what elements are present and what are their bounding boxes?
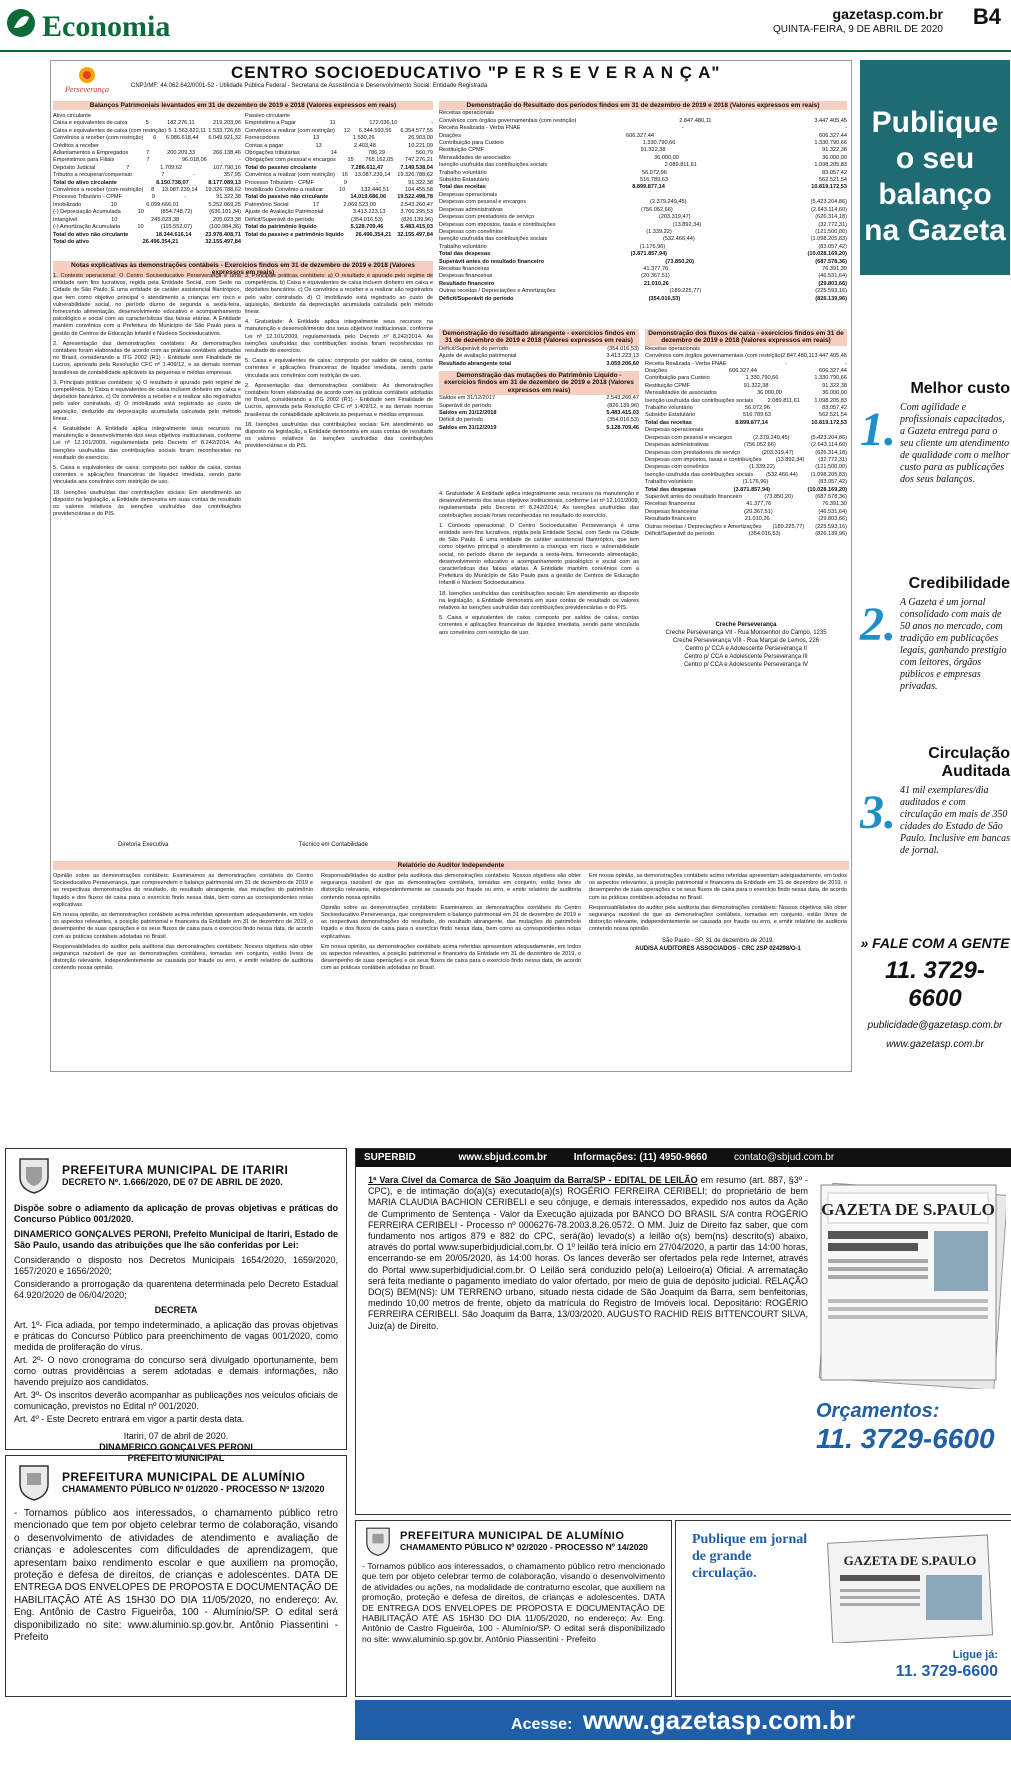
publique-ad[interactable] [860, 60, 1010, 275]
page-header [0, 0, 1011, 58]
coat-of-arms-icon [14, 1155, 54, 1195]
table-row: Isenção usufruída das contribuições sociais (532.466,44) (1.098.205,83) [645, 471, 847, 478]
table-row: Déficit/Superávit do período (354.016,53) (826.139,96) [439, 295, 847, 302]
svg-text:Perseverança: Perseverança [65, 85, 109, 94]
list-item: Creche Perseverança VIII - Rua Marçal de Lemos, 226 [672, 638, 820, 644]
contact-box [860, 935, 1010, 1055]
section-fluxo-header: Demonstração dos fluxos de caixa - exercícios findos em 31 de dezembro de 2019 e 2018 (Valores expressos em reais) [645, 329, 847, 346]
balanco-subtitle: CNPJ/MF: 44.062.642/0001-52 - Utilidade Pública Federal - Secretaria de Assistência e Desenvolvimento Social: Entidade Registrada [131, 83, 488, 89]
table-row: Despesas com prestadores de serviço (203.319,47) (626.314,18) [645, 449, 847, 456]
table-row: Despesas com convênios (1.339,22) (121.500,00) [439, 228, 847, 235]
site-name: gazetasp.com.br [832, 6, 943, 22]
table-row: Despesas com pessoal e encargos (2.379.249,45) (5.423.204,86) [439, 199, 847, 206]
feature-number: 3. [860, 786, 896, 839]
creches-list: Creche Perseverança Creche Perseverança VII - Rua Monsenhor do Campo, 1235 Creche Perseverança VIII - Rua Marçal de Lemos, 226 Centro p/ CCA e Adolescente Perseverança II Centro p/ CCA e Adolescente Perseverança III Centro p/ CCA e Adolescente Perseverança IV [645, 621, 847, 841]
table-row: Trabalho voluntário (1.176,96) (83.057,42) [645, 479, 847, 486]
table-row: Total do ativo não circulante 18.344.616,14 23.978.408,71 [53, 231, 241, 238]
svg-text:GAZETA DE S.PAULO: GAZETA DE S.PAULO [843, 1553, 977, 1568]
table-row: Ajuste de Avaliação Patrimonial 3.413.223,13 3.766.295,53 [245, 209, 433, 216]
svg-text:GAZETA DE S.PAULO: GAZETA DE S.PAULO [821, 1200, 995, 1219]
table-row: Despesas com impostos, taxas e contribuições (13.892,34) (32.772,31) [439, 221, 847, 228]
itariri-decreto: DECRETO Nº. 1.666/2020, DE 07 DE ABRIL DE 2020. [62, 1177, 283, 1187]
table-row: Imobilizado Convênio a realizar 10 132.446,51 104.455,58 [245, 187, 433, 194]
feature-2 [860, 575, 1010, 693]
aluminio-chamamento-1 [5, 1455, 347, 1697]
signature-contador: Técnico em Contabilidade [298, 842, 368, 848]
orcamentos-phone[interactable]: 11. 3729-6600 [816, 1423, 995, 1454]
table-row: Despesas com pessoal e encargos (2.379.249,45) (5.423.204,86) [645, 434, 847, 441]
table-row: Obrigações com pessoal e encargos 15 765.162,05 747.276,21 [245, 157, 433, 164]
table-row: Contribuição para Custeio 1.330.790,66 1.330.790,66 [439, 140, 847, 147]
table-row: Restituição CPMF 91.322,38 91.322,38 [439, 147, 847, 154]
superbid-edital [355, 1148, 1011, 1515]
page-number: B4 [972, 4, 1001, 29]
aluminio1-title: PREFEITURA MUNICIPAL DE ALUMÍNIO [62, 1470, 306, 1484]
passivo-table [245, 113, 433, 239]
table-row: Resultado financeiro 21.010,26 (29.803,66) [645, 516, 847, 523]
table-row: Convênios a receber (com restrição) 8 13.087.239,14 19.326.788,62 [53, 187, 241, 194]
table-row: Caixa e equivalentes de caixa 5 182.276,11 219.203,96 [53, 120, 241, 127]
table-row: Patrimônio Social 17 2.069.523,09 2.543.260,47 [245, 201, 433, 208]
orcamentos-label: Orçamentos: [816, 1400, 940, 1422]
table-row: Total do passivo não circulante 14.019.686,06 19.522.498,78 [245, 194, 433, 201]
table-row: Caixa e equivalentes de caixa (com restrição) 5 1.563.822,11 1.533.726,65 [53, 127, 241, 134]
table-row: Superávit antes do resultado financeiro (73.850,20) (687.578,36) [645, 493, 847, 500]
list-item: Centro p/ CCA e Adolescente Perseverança III [684, 654, 808, 660]
table-row: Restituição CPMF 91.322,38 91.322,38 [645, 382, 847, 389]
table-row: Despesas operacionais [439, 191, 498, 198]
superbid-body: 1ª Vara Cível da Comarca de São Joaquim da Barra/SP - EDITAL DE LEILÃO em resumo (art. 887, §3º - CPC), e de intimação do(a)(s) executado(a)(s) ROGÉRIO FERREIRA CERIBELI; do proprietário de bem MARIA CLAUDIA BACHION CERIBELI e seu cônjuge, e demais interessados, expedido nos autos da Ação de Cumprimento de Sentença - Valor da Execução ajuizada por BANCO DO BRASIL S/A contra ROGÉRIO FERREIRA CERIBELI - Processo nº 0006276-78.2003.8.26.0572. O MM. Juiz de Direito faz saber, que com fundamento nos artigos 879 e 882 do CPC, será(ão) levado(s) a leilão o(s) bem(ns) descrito(s) abaixo, através do portal www.superbidjudicial.com.br. O 1º leilão terá início em 27/04/2020, a partir das 14:00 horas, encerrando-se em 20/05/2020, às 14:00 horas. Os lances deverão ser ofertados pela rede Internet, através do Portal www.superbidjudicial.com.br. O Leilão será conduzido pelo(a) Leiloeiro(a) Oficial. A arrematação será feita mediante o pagamento imediato do valor ofertado, por meio de guia de depósito judicial. RELAÇÃO DO(S) BEM(NS): UM TERRENO urbano, situado nesta cidade de São Joaquim da Barra, sem benfeitorias, medindo 10,00 metros de frente, objeto da matrícula do Registro de Imóveis local. Depositário: ROGÉRIO FERREIRA CERIBELI. São Joaquim da Barra, 13/03/2020. AUGUSTO RACHID REIS BITTENCOURT SILVA, Juiz(a) de Direito. [368, 1175, 808, 1331]
superbid-site[interactable]: www.sbjud.com.br [458, 1152, 547, 1163]
aluminio2-body: - Tornamos público aos interessados, o chamamento público retro mencionado que tem por objeto celebrar termo de colaboração, visando o desenvolvimento de atividades ou ações, na modalidade de contraturno escolar, que auxiliem na promoção, proteção e defesa de direitos, de crianças e adolescentes. DATA DE ENTREGA DOS ENVELOPES DE PROPOSTA E DOCUMENTAÇÃO DE HABILITAÇÃO ATÉ AS 15H30 DO DIA 11/05/2020, no endereço: Av. Eng. Antônio de Castro Figueirôa, 100 - Alumínio/SP. O edital será disponibilizado no site: www.aluminio.sp.gov.br. Antônio Piassentini - Prefeito [362, 1561, 665, 1644]
feature-title: Melhor custo [910, 380, 1010, 397]
list-item: Creche Perseverança VII - Rua Monsenhor do Campo, 1235 [665, 630, 827, 636]
balanco-title: CENTRO SOCIOEDUCATIVO "P E R S E V E R A N Ç A" [231, 63, 721, 82]
table-row: Déficit/Superávit do período (354.016,53) (826.139,96) [645, 530, 847, 537]
publique-ad-text: Publique o seu balanço na Gazeta [864, 106, 1006, 247]
table-row: Outras receitas / Depreciações e Amortizações (189.225,77) (225.593,16) [645, 523, 847, 530]
list-item: Centro p/ CCA e Adolescente Perseverança II [685, 646, 807, 652]
feature-1 [860, 380, 1010, 486]
balanco-publication [50, 60, 852, 1072]
table-row: Isenção usufruída das contribuições sociais 2.089.811,61 1.098.205,83 [645, 397, 847, 404]
table-row: Total das despesas (3.871.857,94) (10.028.169,20) [645, 486, 847, 493]
table-row: Total do passivo e patrimônio líquido 26.496.354,21 32.155.497,84 [245, 231, 433, 238]
contact-phone[interactable]: 11. 3729-6600 [885, 957, 985, 1012]
section-parecer-header: Relatório do Auditor Independente [53, 861, 849, 870]
auditor-name: AUDISA AUDITORES ASSOCIADOS - CRC 2SP 024298/O-1 [635, 945, 801, 952]
itariri-decree: PREFEITURA MUNICIPAL DE ITARIRI DECRETO Nº. 1.666/2020, DE 07 DE ABRIL DE 2020. Dispõe sobre o adiamento da aplicação de provas objetivas e práticas do Concurso Público 001/2020. DINAMERICO GONÇALVES PERONI, Prefeito Municipal de Itariri, Estado de São Paulo, usando das atribuições que lhe são conferidas por Lei: Considerando o disposto nos Decretos Municipais 1654/2020, 1659/2020, 1657/2020 e 1656/2020; Considerando a prorrogação da quarentena determinada pelo Decreto Estadual 64.920/2020 de 06/04/2020; DECRETA Art. 1º- Fica adiada, por tempo indeterminado, a aplicação das provas objetivas e práticas do Concurso Público para preenchimento de vagas 001/2020, como medida de proliferação do vírus. Art. 2º- O novo cronograma do concurso será divulgado oportunamente, bem como outras providências a serem adotadas e demais informações, não havendo prejuízo aos candidatos. Art. 3º- Os inscritos deverão acompanhar as publicações nos veículos oficiais de comunicação, previstos no Edital nº 001/2020. Art. 4º - Este Decreto entrará em vigor a partir desta data. Itariri, 07 de abril de 2020. DINAMERICO GONÇALVES PERONI PREFEITO MUNICIPAL [5, 1148, 347, 1450]
header-rule [0, 50, 1011, 52]
superbid-logo: SUPERBID [364, 1152, 416, 1163]
notas-col2: 3. Principais práticas contábeis: a) O resultado é apurado pelo regime de competência. b) Caixa e equivalentes de caixa incluem dinheiro em caixa e depósitos bancários. c) Os convênios a receber e a realizar são registrados pelo valor contratado. d) O imobilizado está registrado ao custo de aquisição, deduzido da depreciação acumulada calculada pelo método linear. 4. Gratuidade: A Entidade aplica integralmente seus recursos na manutenção e desenvolvimento dos seus objetivos institucionais, conforme Lei nº 12.101/2009, regulamentada pelo Decreto nº 8.242/2014. As isenções usufruídas das contribuições sociais foram reconhecidas no resultado do exercício. 5. Caixa e equivalentes de caixa: composto por saldos de caixa, contas correntes e aplicações financeiras de liquidez imediata, sendo parte vinculada aos convênios com restrição de uso. 2. Apresentação das demonstrações contábeis: As demonstrações contábeis foram elaboradas de acordo com as práticas contábeis adotadas no Brasil, considerando a ITG 2002 (R1) - Entidade sem Finalidade de Lucros, aprovada pela Resolução CFC nº 1.409/12, e as demais normas brasileiras de contabilidade aplicáveis às pequenas e médias empresas. 18. Isenções usufruídas das contribuições sociais: Em atendimento ao disposto na legislação, a Entidade demonstra em suas contas de resultado os valores relativos às isenções usufruídas das contribuições previdenciárias e do PIS. [245, 273, 433, 450]
table-row: Despesas com prestadores de serviço (203.319,47) (626.314,18) [439, 214, 847, 221]
table-row: Despesas administrativas (756.052,66) (2.643.114,60) [439, 206, 847, 213]
signatures [53, 841, 433, 849]
parecer-col2: Responsabilidades do auditor pela auditoria das demonstrações contábeis: Nossos objetivos são obter segurança razoável de que as demonstrações contábeis, tomadas em conjunto, estão livres de distorção relevante, independentemente se causada por fraude ou erro, e emitir relatório de auditoria contendo nossa opinião. Opinião sobre as demonstrações contábeis: Examinamos as demonstrações contábeis do Centro Socioeducativo Perseverança, que compreendem o balanço patrimonial em 31 de dezembro de 2019 e as respectivas demonstrações do resultado, do resultado abrangente, das mutações do patrimônio líquido e dos fluxos de caixa para o exercício findo nessa data, bem como as correspondentes notas explicativas. Em nossa opinião, as demonstrações contábeis acima referidas apresentam adequadamente, em todos os aspectos relevantes, a posição patrimonial e financeira da Entidade em 31 de dezembro de 2019, o desempenho de suas operações e os seus fluxos de caixa para o exercício findo nessa data, de acordo com as práticas contábeis adotadas no Brasil. [321, 873, 581, 972]
table-row: Superávit antes do resultado financeiro (73.850,20) (687.578,36) [439, 258, 847, 265]
publique-small-ad[interactable] [675, 1520, 1011, 1697]
table-row: Despesas com convênios (1.339,22) (121.500,00) [645, 464, 847, 471]
leaf-icon [6, 8, 36, 38]
table-row: Créditos a receber [53, 142, 100, 149]
local-data: São Paulo - SP, 31 de dezembro de 2019. [662, 937, 774, 944]
superbid-info: Informações: (11) 4950-9660 [573, 1152, 708, 1163]
table-row: Trabalho voluntário (1.176,96) (83.057,42) [439, 243, 847, 250]
table-row: Convênios a realizar (com restrição) 12 6.344.593,56 6.354.577,55 [245, 127, 433, 134]
feature-3 [860, 745, 1010, 857]
table-row: Receitas financeiras 41.377,76 76.391,30 [439, 265, 847, 272]
fale-com-a-gente: » FALE COM A GENTE [860, 935, 1010, 951]
aluminio1-chamada: CHAMAMENTO PÚBLICO Nº 01/2020 - PROCESSO Nº 13/2020 [62, 1484, 325, 1494]
table-row: Despesas financeiras (20.367,51) (46.531,64) [645, 508, 847, 515]
publique-small-text: Publique em jornal de grande circulação. [692, 1532, 808, 1581]
notas-col1 [53, 273, 241, 833]
table-row: Convênios a realizar (com restrição) 16 13.087.239,14 19.326.788,62 [245, 172, 433, 179]
superbid-email[interactable]: contato@sbjud.com.br [733, 1152, 835, 1163]
feature-text: 41 mil exemplares/dia auditados e com circulação em mais de 350 cidades do Estado de São Paulo. Inclusive em bancas de jornal. [900, 785, 1010, 856]
section-balanco-header: Balanços Patrimoniais levantados em 31 de dezembro de 2019 e 2018 (Valores expressos em reais) [53, 101, 433, 110]
table-row: Adiantamentos a Empregados 7 200.209,33 266.138,46 [53, 150, 241, 157]
table-row: Processo Tributário - CPMF 9 - 91.322,38 [53, 194, 241, 201]
table-row: Despesas financeiras (20.367,51) (46.531,64) [439, 273, 847, 280]
table-row: Fornecedores 13 1.530,26 26.903,00 [245, 135, 433, 142]
aluminio-chamamento-2 [355, 1520, 672, 1697]
table-row: Isenção usufruída das contribuições sociais 2.089.811,61 1.098.205,83 [439, 162, 847, 169]
table-row: Mensalidades de associados 36.000,00 36.000,00 [439, 154, 847, 161]
table-row: Total do ativo circulante 8.150.738,07 8.177.089,13 [53, 179, 241, 186]
newspaper-stack-icon [816, 1179, 1006, 1389]
contact-email[interactable]: publicidade@gazetasp.com.br [867, 1020, 1003, 1031]
gazeta-orcamentos-ad[interactable] [816, 1179, 1006, 1509]
notas-col3: 4. Gratuidade: A Entidade aplica integralmente seus recursos na manutenção e desenvolvimento dos seus objetivos institucionais, conforme Lei nº 12.101/2009, regulamentada pelo Decreto nº 8.242/2014. As isenções usufruídas das contribuições sociais foram reconhecidas no resultado do exercício. 1. Contexto operacional: O Centro Socioeducativo Perseverança é uma entidade sem fins lucrativos, regida pela Entidade Social, com Sede na Cidade de São Paulo. É uma entidade de caráter assistencial filantrópico, que tem como objetivo principal o atendimento a crianças em risco e vulnerabilidade social, no período diurno de segunda a sexta-feira, fornecendo alimentação, desenvolvimento educativo e acompanhamento psicológico e social com as características das faixas etárias. A Entidade mantém convênios com a Prefeitura do Município de São Paulo para a gestão de Centros de Educação Infantil e Núcleos Socioeducativos. 18. Isenções usufruídas das contribuições sociais: Em atendimento ao disposto na legislação, a Entidade demonstra em suas contas de resultado os valores relativos às isenções usufruídas das contribuições previdenciárias e do PIS. 5. Caixa e equivalentes de caixa: composto por saldos de caixa, contas correntes e aplicações financeiras de liquidez imediata, sendo parte vinculada aos convênios com restrição de uso. [439, 491, 639, 636]
resultado-table [439, 110, 847, 303]
superbid-edital-title: 1ª Vara Cível da Comarca de São Joaquim da Barra/SP - EDITAL DE LEILÃO [368, 1175, 698, 1185]
list-item: Centro p/ CCA e Adolescente Perseverança IV [683, 662, 809, 668]
table-row: Total do ativo 26.496.354,21 32.155.497,84 [53, 238, 241, 245]
table-row: Doações 606.327,44 606.327,44 [439, 132, 847, 139]
table-row: Despesas operacionais [645, 427, 704, 434]
table-row: Outras receitas / Depreciações e Amortizações (189.225,77) (225.593,16) [439, 288, 847, 295]
feature-text: Com agilidade e profissionais capacitados, a Gazeta entrega para o seu cliente um atendimento de qualidade com o melhor custo para as publicações dos seus balanços. [900, 402, 1010, 485]
table-row: Total do passivo circulante 7.286.611,47 7.149.538,04 [245, 164, 433, 171]
ligue-ja: Ligue já: [952, 1649, 998, 1661]
feature-number: 1. [860, 403, 896, 456]
table-row: Empréstimo a Pagar 11 172.036,10 - [245, 120, 433, 127]
acesse-url[interactable]: www.gazetasp.com.br [582, 1705, 855, 1735]
table-row: Empréstimos para Filiais 7 96.018,06 - [53, 157, 241, 164]
edition-date: QUINTA-FEIRA, 9 DE ABRIL DE 2020 [772, 24, 943, 35]
itariri-preambulo: DINAMERICO GONÇALVES PERONI, Prefeito Municipal de Itariri, Estado de São Paulo, usando das atribuições que lhe são conferidas por Lei: [14, 1229, 338, 1250]
contact-website[interactable]: www.gazetasp.com.br [886, 1039, 984, 1050]
itariri-signature: DINAMERICO GONÇALVES PERONI [99, 1442, 253, 1452]
table-row: Contas a pagar 13 2.403,48 10.221,09 [245, 142, 433, 149]
nota-3: 3. Principais práticas contábeis: a) O resultado é apurado pelo regime de competência. b) Caixa e equivalentes de caixa incluem dinheiro em caixa e depósitos bancários. c) Os convênios a receber e a realizar são registrados pelo valor contratado. d) O imobilizado está registrado ao custo de aquisição, deduzido da depreciação acumulada calculada pelo método linear. [53, 379, 241, 422]
superbid-bar [356, 1149, 1011, 1167]
table-row: Isenção usufruída das contribuições sociais (532.466,44) (1.098.205,83) [439, 236, 847, 243]
aluminio2-title: PREFEITURA MUNICIPAL DE ALUMÍNIO [400, 1530, 625, 1542]
parecer-col1: Opinião sobre as demonstrações contábeis: Examinamos as demonstrações contábeis do Centro Socioeducativo Perseverança, que compreendem o balanço patrimonial em 31 de dezembro de 2019 e as respectivas demonstrações do resultado, do resultado abrangente, das mutações do patrimônio líquido e dos fluxos de caixa para o exercício findo nessa data, bem como as correspondentes notas explicativas. Em nossa opinião, as demonstrações contábeis acima referidas apresentam adequadamente, em todos os aspectos relevantes, a posição patrimonial e financeira da Entidade em 31 de dezembro de 2019, o desempenho de suas operações e os seus fluxos de caixa para o exercício findo nessa data, de acordo com as práticas contábeis adotadas no Brasil. Responsabilidades do auditor pela auditoria das demonstrações contábeis: Nossos objetivos são obter segurança razoável de que as demonstrações contábeis, tomadas em conjunto, estão livres de distorção relevante, independentemente se causada por fraude ou erro, e emitir relatório de auditoria contendo nossa opinião. [53, 873, 313, 972]
acesse-label: Acesse: [511, 1716, 573, 1733]
aluminio1-body: - Tornamos público aos interessados, o chamamento público retro mencionado que tem por objeto celebrar termo de colaboração, visando o desenvolvimento de atividades de atendimento e avaliação de crianças e adolescentes com dificuldades de aprendizagem, que apresentam baixo rendimento escolar e que auxiliem na promoção, proteção e defesa de direitos, de crianças e adolescentes. DATA DE ENTREGA DOS ENVELOPES DE PROPOSTA E DOCUMENTAÇÃO DE HABILITAÇÃO ATÉ AS 15H30 DO DIA 11/05/2020, no endereço: Av. Eng. Antônio de Castro Figueirôa, 100 - Alumínio/SP. O edital será disponibilizado no site: www.aluminio.sp.gov.br. Antônio Piassentini - Prefeito [14, 1508, 338, 1644]
resultado-block [439, 101, 847, 303]
nota-18: 18. Isenções usufruídas das contribuições sociais: Em atendimento ao disposto na legislação, a Entidade demonstra em suas contas de resultado os valores relativos às isenções usufruídas das contribuições previdenciárias e do PIS. [53, 489, 241, 518]
section-title: Economia [42, 10, 171, 43]
table-row: Subsídio Estatutário 516.789,63 562.521,54 [439, 177, 847, 184]
table-row: Receitas financeiras 41.377,76 76.391,30 [645, 501, 847, 508]
table-row: Receita Realizada - Verba FNAE - - [645, 360, 847, 367]
ativo-table [53, 113, 241, 246]
itariri-decreta: DECRETA [154, 1305, 198, 1315]
signature-diretoria: Diretoria Executiva [118, 842, 169, 848]
table-row: Processo Tributário - CPMF 9 - 91.322,38 [245, 179, 433, 186]
table-row: Obrigações tributárias 14 786,29 560,79 [245, 150, 433, 157]
table-row: Depósito Judicial 7 1.709,62 107.790,16 [53, 164, 241, 171]
feature-text: A Gazeta é um jornal consolidado com mais de 50 anos no mercado, com tradição em publicações legais, ganhando prestígio com leitores, órgãos públicos e empresas privadas. [900, 597, 1007, 692]
nota-4: 4. Gratuidade: A Entidade aplica integralmente seus recursos na manutenção e desenvolvimento dos seus objetivos institucionais, conforme Lei nº 12.101/2009, regulamentada pelo Decreto nº 8.242/2014. As isenções usufruídas das contribuições sociais foram reconhecidas no resultado do exercício. [53, 426, 241, 461]
table-row: Subsídio Estatutário 516.789,63 562.521,54 [645, 412, 847, 419]
acesse-banner[interactable] [355, 1700, 1011, 1740]
table-row: Trabalho voluntário 56.072,96 83.057,42 [645, 405, 847, 412]
table-row: Convênios com órgãos governamentais (com restrição) 2.847.480,11 3.447.405,45 [439, 117, 847, 124]
aluminio2-chamada: CHAMAMENTO PÚBLICO Nº 02/2020 - PROCESSO Nº 14/2020 [400, 1542, 648, 1552]
table-row: Total das receitas 8.899.877,14 10.819.172,53 [439, 184, 847, 191]
perseveranca-logo-icon [59, 65, 115, 95]
table-row: Total das receitas 8.899.877,14 10.819.172,53 [645, 419, 847, 426]
table-row: Receitas operacionais [645, 345, 701, 352]
itariri-title: PREFEITURA MUNICIPAL DE ITARIRI [62, 1163, 289, 1177]
nota-1: 1. Contexto operacional: O Centro Socioeducativo Perseverança é uma entidade sem fins lucrativos, regida pela Entidade Social, com Sede na Cidade de São Paulo. É uma entidade de caráter assistencial filantrópico, que tem como objetivo principal o atendimento a crianças em risco e vulnerabilidade social, no período diurno de segunda a sexta-feira, fornecendo alimentação, desenvolvimento educativo e acompanhamento psicológico e social com as características das faixas etárias. A Entidade mantém convênios com a Prefeitura do Município de São Paulo para a gestão de Centros de Educação Infantil e Núcleos Socioeducativos. [53, 273, 241, 337]
table-row: Receitas operacionais [439, 110, 495, 117]
table-row: (-) Depreciação Acumulada 10 (854.748,72) (636.101,34) [53, 209, 241, 216]
table-row: Despesas administrativas (756.052,66) (2.643.114,60) [645, 442, 847, 449]
ligue-phone[interactable]: 11. 3729-6600 [895, 1663, 998, 1680]
table-row: Despesas com impostos, taxas e contribuições (13.892,34) (32.772,31) [645, 456, 847, 463]
table-row: Trabalho voluntário 56.072,96 83.057,42 [439, 169, 847, 176]
table-row: Total das despesas (3.871.857,94) (10.028.169,20) [439, 251, 847, 258]
table-row: Contribuição para Custeio 1.330.790,66 1.330.790,66 [645, 375, 847, 382]
table-row: (-) Amortização Acumulada 10 (115.552,07) (100.984,36) [53, 224, 241, 231]
coat-of-arms-icon [14, 1462, 54, 1502]
section-resultado-header: Demonstração do Resultado dos períodos findos em 31 de dezembro de 2019 e 2018 (Valores expressos em reais) [439, 101, 847, 110]
table-row: Total do patrimônio líquido 5.128.709,46 5.483.415,03 [245, 224, 433, 231]
coat-of-arms-icon [362, 1525, 394, 1557]
table-row: Passivo circulante [245, 113, 291, 119]
section-mutacoes-header: Demonstração das mutações do Patrimônio Líquido - exercícios findos em 31 de dezembro de 2019 e 2018 (Valores expressos em reais) [439, 371, 639, 395]
section-notas-header: Notas explicativas às demonstrações contábeis - Exercícios findos em 31 de dezembro de 2019 e 2018 (Valores expressos em reais) [53, 261, 433, 278]
parecer-col3: Em nossa opinião, as demonstrações contábeis acima referidas apresentam adequadamente, em todos os aspectos relevantes, a posição patrimonial e financeira da Entidade em 31 de dezembro de 2019, o desempenho de suas operações e os seus fluxos de caixa para o exercício findo nessa data, de acordo com as práticas contábeis adotadas no Brasil. Responsabilidades do auditor pela auditoria das demonstrações contábeis: Nossos objetivos são obter segurança razoável de que as demonstrações contábeis, tomadas em conjunto, estão livres de distorção relevante, independentemente se causada por fraude ou erro, e emitir relatório de auditoria contendo nossa opinião. São Paulo - SP, 31 de dezembro de 2019. AUDISA AUDITORES ASSOCIADOS - CRC 2SP 024298/O-1 [589, 873, 847, 952]
table-row: Déficit/Superávit do período (354.016,53) (826.139,96) [245, 216, 433, 223]
table-row: Mensalidades de associados 36.000,00 36.000,00 [645, 390, 847, 397]
nota-5: 5. Caixa e equivalentes de caixa: composto por saldos de caixa, contas correntes e aplicações financeiras de liquidez imediata, sendo parte vinculada aos convênios com restrição de uso. [53, 465, 241, 486]
newspaper-icon [826, 1533, 996, 1643]
table-row: Tributos a recuperar/compensar 7 - 357,95 [53, 172, 241, 179]
feature-number: 2. [860, 598, 896, 651]
itariri-ementa: Dispõe sobre o adiamento da aplicação de provas objetivas e práticas do Concurso Público 001/2020. [14, 1203, 338, 1224]
nota-2: 2. Apresentação das demonstrações contábeis: As demonstrações contábeis foram elaboradas de acordo com as práticas contábeis adotadas no Brasil, considerando a ITG 2002 (R1) - Entidade sem Finalidade de Lucros, aprovada pela Resolução CFC nº 1.409/12, e as demais normas brasileiras de contabilidade aplicáveis às pequenas e médias empresas. [53, 340, 241, 376]
feature-title: Circulação Auditada [928, 745, 1010, 780]
table-row: Imobilizado 10 6.099.666,01 5.252.069,25 [53, 201, 241, 208]
feature-title: Credibilidade [908, 575, 1010, 592]
resultado-abrangente-block: Demonstração do resultado abrangente - exercícios findos em 31 de dezembro de 2019 e 2018 (Valores expressos em reais) Déficit/Superávit do período (354.016,53) Ajuste de avaliação patrimonial 3.413.223,13 Resultado abrangente total 3.059.206,60 Demonstração das mutações do Patrimônio Líquido - exercícios findos em 31 de dezembro de 2019 e 2018 (Valores expressos em reais) Saldos em 31/12/2017 2.543.260,47 Superávit do período (826.139,96) Saldos em 31/12/2018 5.483.415,03 Déficit do período (354.016,53) Saldos em 31/12/2019 5.128.709,46 [439, 330, 639, 431]
table-row: Ativo circulante [53, 113, 91, 119]
table-row: Doações 606.327,44 606.327,44 [645, 368, 847, 375]
table-row: Receita Realizada - Verba FNAE - - [439, 125, 847, 132]
table-row: Convênios a receber (com restrição) 6 6.086.618,44 6.049.921,32 [53, 135, 241, 142]
table-row: Resultado financeiro 21.010,26 (29.803,66) [439, 280, 847, 287]
table-row: Intangível 10 245.023,38 205.023,38 [53, 216, 241, 223]
table-row: Convênios com órgãos governamentais (com restrição) 2.847.480,11 3.447.405,45 [645, 353, 847, 360]
